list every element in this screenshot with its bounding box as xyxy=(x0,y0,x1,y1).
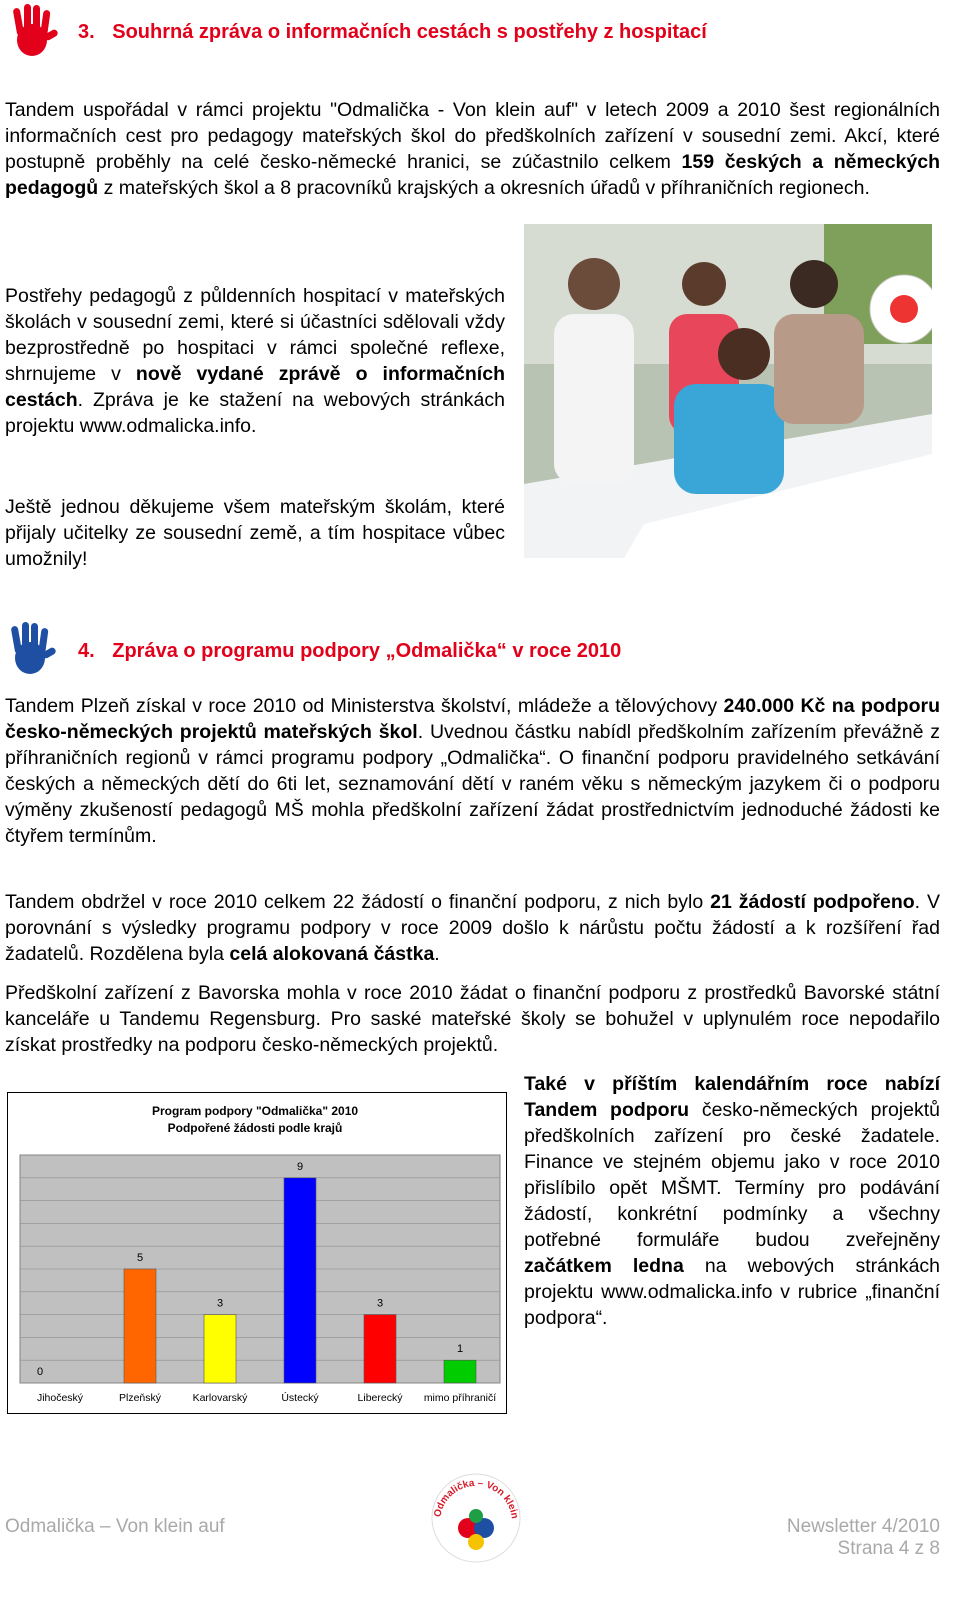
section4-paragraph-1 xyxy=(5,693,940,849)
section4-p1-text-a: Tandem Plzeň získal v roce 2010 od Ministerstva školství, mládeže a tělovýchovy xyxy=(5,695,724,717)
section3-number: 3. xyxy=(78,21,95,43)
chart-svg xyxy=(8,1093,506,1413)
red-hand-icon xyxy=(6,2,58,60)
section4-heading xyxy=(78,640,621,663)
section4-p1-text-c: . Uvednou částku nabídl předškolním zařízením převážně z příhraničních regionů v rámci programu podpory „Odmalička“. O finanční podporu pravidelného setkávání českých a německých dětí do 6ti let, seznamování dětí v raném věku s německým jazykem či o podporu výměny zkušeností pedagogů MŠ mohla předškolní zařízení žádat prostřednictvím jednoduché žádosti ke čtyřem termínům. xyxy=(5,721,940,847)
workshop-photo xyxy=(524,224,932,558)
section3-paragraph-3 xyxy=(5,494,505,572)
bar-chart xyxy=(7,1092,507,1414)
blue-hand-icon xyxy=(4,620,56,678)
chart-x-tick-label-3: Ústecký xyxy=(281,1392,319,1404)
chart-data-label-1: 5 xyxy=(136,1252,144,1264)
section3-p2-text-c: . Zpráva je ke stažení na webových stránkách projektu www.odmalicka.info. xyxy=(5,389,505,437)
section4-p3-text: Předškolní zařízení z Bavorska mohla v roce 2010 žádat o finanční podporu z prostředků Bavorské státní kanceláře u Tandemu Regensburg. Pro saské mateřské školy se bohužel v uplynulém roce nepodařilo získat prostředky na podporu česko-německých projektů. xyxy=(5,982,940,1056)
section3-paragraph-1 xyxy=(5,97,940,201)
logo-text: Odmalička – Von klein xyxy=(432,1477,520,1520)
chart-data-label-2: 3 xyxy=(216,1297,224,1310)
section3-p1-bold: 159 českých a německých pedagogů xyxy=(5,151,940,199)
section4-side-bold-1: Také v příštím kalendářním roce nabízí Tandem podporu xyxy=(524,1073,940,1121)
section4-p2-bold-1: 21 žádostí podpořeno xyxy=(710,891,915,913)
footer-page: Strana 4 z 8 xyxy=(837,1538,940,1559)
chart-bar-4 xyxy=(364,1315,396,1383)
section4-p2-bold-2: celá alokovaná částka xyxy=(229,943,435,965)
section3-p1-text-a: Tandem uspořádal v rámci projektu "Odmalička - Von klein auf" v letech 2009 a 2010 šest regionálních informačních cest pro pedagogy mateřských škol do předškolních zařízení v sousední zemi. Akcí, které postupně proběhly na celé česko-německé hranici, se zúčastnilo celkem xyxy=(5,99,940,173)
section4-side-text-d: na webových stránkách projektu www.odmalicka.info v rubrice „finanční podpora“. xyxy=(524,1255,941,1329)
chart-bar-5 xyxy=(444,1360,476,1383)
section4-side-text-b: česko-německých projektů předškolních zařízení pro české žadatele. Finance ve stejném objemu jako v roce 2010 přislíbilo opět MŠMT. Termíny pro podávání žádostí, konkrétní podmínky a všechny potřebné formuláře budou zveřejněny xyxy=(524,1099,940,1251)
chart-data-label-5: 1 xyxy=(456,1343,464,1356)
section4-number: 4. xyxy=(78,640,95,662)
footer-left: Odmalička – Von klein auf xyxy=(5,1516,225,1537)
section4-p2-text-c: . V porovnání s výsledky programu podpory v roce 2009 došlo k nárůstu počtu žádostí a k rozšíření řad žadatelů. Rozdělena byla xyxy=(5,891,940,965)
chart-data-label-0: 0 xyxy=(36,1366,44,1378)
section4-paragraph-2 xyxy=(5,889,940,967)
section4-side-bold-2: začátkem ledna xyxy=(524,1255,684,1277)
section4-paragraph-3 xyxy=(5,980,940,1058)
chart-x-tick-label-5: mimo příhraničí xyxy=(423,1392,497,1404)
section3-heading xyxy=(78,21,707,44)
section4-side-paragraph xyxy=(524,1071,940,1331)
section3-paragraph-2 xyxy=(5,283,505,439)
chart-title: Program podpory "Odmalička" 2010 xyxy=(151,1104,359,1118)
chart-data-label-4: 3 xyxy=(376,1297,384,1310)
footer-newsletter: Newsletter 4/2010 xyxy=(786,1516,940,1537)
section4-title: Zpráva o programu podpory „Odmalička“ v roce 2010 xyxy=(112,640,622,662)
chart-x-tick-label-0: Jihočeský xyxy=(36,1392,84,1404)
chart-bar-1 xyxy=(124,1269,156,1383)
section3-title: Souhrná zpráva o informačních cestách s postřehy z hospitací xyxy=(112,21,707,43)
chart-bar-3 xyxy=(284,1178,316,1383)
section4-p1-bold: 240.000 Kč na podporu česko-německých projektů mateřských škol xyxy=(5,695,941,743)
chart-subtitle: Podpořené žádosti podle krajů xyxy=(167,1121,343,1135)
chart-plot-area xyxy=(20,1155,500,1404)
odmalicka-logo xyxy=(428,1470,524,1571)
chart-x-tick-label-4: Liberecký xyxy=(357,1392,403,1404)
section3-p1-text-c: z mateřských škol a 8 pracovníků krajských a okresních úřadů v příhraničních regionech. xyxy=(98,177,870,199)
chart-x-tick-label-2: Karlovarský xyxy=(192,1392,248,1404)
section4-p2-text-a: Tandem obdržel v roce 2010 celkem 22 žádostí o finanční podporu, z nich bylo xyxy=(5,891,711,913)
section4-p2-text-e: . xyxy=(434,943,440,965)
section3-p2-text-a: Postřehy pedagogů z půldenních hospitací v mateřských školách v sousední zemi, které si účastníci sdělovali vždy bezprostředně po hospitaci v rámci společné reflexe, shrnujeme v xyxy=(5,285,505,385)
chart-bar-2 xyxy=(204,1315,236,1383)
section3-p2-bold: nově vydané zprávě o informačních cestách xyxy=(5,363,505,411)
chart-x-tick-label-1: Plzeňský xyxy=(118,1392,162,1404)
section3-p3-text: Ještě jednou děkujeme všem mateřským školám, které přijaly učitelky ze sousední země, a tím hospitace vůbec umožnily! xyxy=(5,496,505,570)
chart-data-label-3: 9 xyxy=(296,1160,304,1173)
